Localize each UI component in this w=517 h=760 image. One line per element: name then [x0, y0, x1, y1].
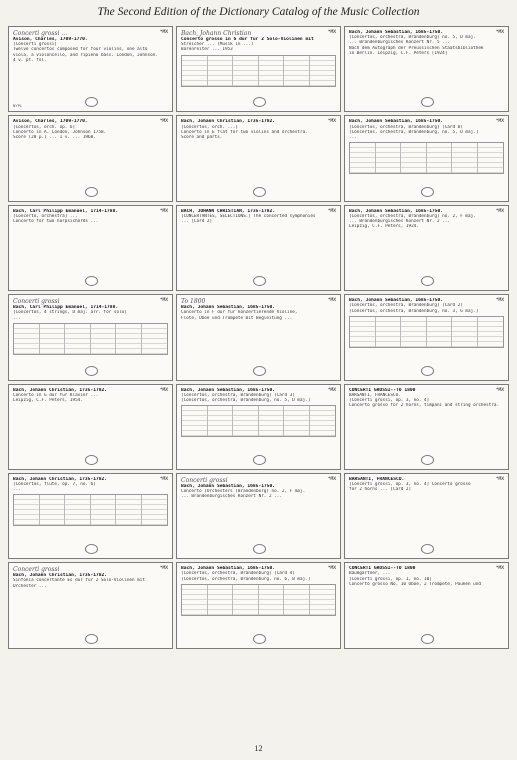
card-text-line: ...	[349, 134, 357, 140]
card-text-line: ...	[13, 315, 21, 321]
card-text-line: ...	[13, 487, 21, 493]
card-text-line: [Concertos, 4 strings, D maj. arr. for solo]	[13, 310, 127, 316]
call-number: *MX	[159, 298, 168, 304]
catalog-card	[344, 384, 509, 470]
catalog-card	[8, 26, 173, 112]
call-number: *MX	[327, 387, 336, 393]
instrumentation-table	[349, 316, 504, 348]
card-text-line: [Concerti grossi, op. 3, no. 4] Concerto grosso	[349, 482, 471, 488]
card-hole	[253, 455, 266, 465]
card-text-line: ... Brandenburgisches Konzert Nr. 2 ...	[181, 494, 282, 500]
card-hole	[85, 634, 98, 644]
handwritten-heading: Concerti grossi	[13, 566, 60, 574]
card-text-line: [Concertos, flute, op. 7, no. 6]	[13, 482, 96, 488]
call-number: *MX	[327, 476, 336, 482]
card-text-line: ... Brandenburgisches Konzert Nr. 2 ...	[349, 219, 450, 225]
card-heading: Bach, Johann Christian, 1735-1782.	[13, 387, 108, 393]
card-hole	[85, 276, 98, 286]
card-heading: BARSANTI, FRANCESCO.	[349, 476, 405, 482]
card-heading: Bach, Johann Christian, 1735-1782.	[181, 119, 276, 125]
card-heading: Bach, Carl Philipp Emanuel, 1714-1788.	[13, 208, 119, 214]
card-text-line: [Concertos, orch. ...]	[181, 124, 238, 130]
card-text-line: ... [Card 2]	[181, 219, 213, 225]
instrumentation-table	[13, 494, 168, 526]
instrumentation-table	[349, 142, 504, 174]
card-text-line: [Concertos, orchestra, Brandenburg, no. 5, D maj.]	[181, 397, 311, 403]
card-heading: Bach, Johann Sebastian, 1685-1750.	[181, 305, 276, 311]
card-hole	[421, 455, 434, 465]
catalog-card	[176, 294, 341, 380]
call-number: *MX	[495, 30, 504, 35]
page-title: The Second Edition of the Dictionary Catalog of the Music Collection	[97, 6, 420, 18]
card-text-line: [Concertos, orchestra, Brandenburg] (Card 2)	[349, 303, 463, 309]
card-heading: BACH, JOHANN CHRISTIAN, 1735-1782.	[181, 208, 276, 214]
call-number: *MX	[327, 119, 336, 125]
call-number: *MX	[495, 387, 504, 393]
catalog-card	[8, 473, 173, 559]
call-number: *MX	[495, 566, 504, 572]
card-text-line: [Concertos, orchestra, Brandenburg, no. 3, G maj.]	[349, 308, 479, 314]
card-heading: CONCERTI GROSSI--TO 1800	[349, 566, 416, 572]
call-number: *MX	[495, 208, 504, 214]
call-number: *MX	[159, 566, 168, 572]
catalog-card	[176, 115, 341, 201]
card-heading: CONCERTI GROSSI--TO 1800	[349, 387, 416, 393]
call-number: *MX	[159, 208, 168, 214]
card-heading: Avison, Charles, 1709-1770.	[13, 119, 88, 125]
card-hole	[421, 97, 434, 107]
card-text-line: Score (20 p.) ... 1 v. ... 1968.	[13, 134, 96, 140]
card-text-line: Twelve concertos composed for four violins, one alto	[13, 47, 148, 53]
card-text-line: viola, a violoncello, and ripieno bass. London, Johnson.	[13, 52, 158, 58]
call-number: *MX	[495, 119, 504, 125]
call-number: *MX	[327, 298, 336, 304]
catalog-card	[8, 294, 173, 380]
card-heading: Avison, Charles, 1709-1770.	[13, 37, 88, 42]
card-heading: Bach, Johann Christian, 1735-1782.	[13, 573, 108, 579]
card-heading: Bach, Carl Philipp Emanuel, 1714-1788.	[13, 305, 119, 311]
card-text-line: [Concertos, orchestra, Brandenburg] (Card 4)	[181, 571, 295, 577]
catalog-card	[176, 26, 341, 112]
card-text-line: [CONCERTANTES, SELECTIONS.] The concerted symphonies	[181, 213, 316, 219]
call-number: *MX	[327, 208, 336, 214]
catalog-card	[8, 115, 173, 201]
card-text-line: Concerto (Orchesters (Brandenburg) no. 2, F maj.	[181, 489, 306, 495]
card-heading: Bach, Johann Sebastian, 1685-1750.	[349, 119, 444, 125]
catalog-card	[344, 294, 509, 380]
card-hole	[253, 544, 266, 554]
card-text-line: [Concertos, orchestra, Brandenburg] no. 2, F maj.	[349, 213, 476, 219]
card-hole	[85, 187, 98, 197]
card-hole	[421, 544, 434, 554]
card-footer: NYPL	[13, 103, 23, 109]
catalog-card	[344, 562, 509, 648]
card-hole	[421, 276, 434, 286]
instrumentation-table	[181, 584, 336, 616]
card-text-line: Orchester ...	[13, 583, 47, 589]
handwritten-heading: Bach, Johann Christian	[181, 30, 252, 37]
handwritten-heading: Concerti grossi	[181, 476, 228, 484]
card-heading: Bach, Johann Sebastian, 1685-1750.	[181, 483, 276, 489]
call-number: *MX	[159, 30, 168, 35]
card-text-line: Concerto in A. London, Johnson 1758.	[13, 129, 107, 135]
card-text-line: [Concerti grossi, op. 1, no. 10]	[349, 576, 432, 582]
card-text-line: Concerto in F dur für konzertierende Violine,	[181, 310, 298, 316]
card-text-line: Leipzig, C.F. Peters, 1924.	[349, 224, 419, 230]
card-text-line: Concerto in G dur für Klavier ...	[13, 392, 99, 398]
catalog-card	[8, 384, 173, 470]
card-grid	[8, 26, 509, 738]
card-text-line: in Berlin. Leipzig, C.F. Peters [1924]	[349, 50, 448, 56]
card-text-line: BARSANTI, FRANCESCO.	[349, 392, 401, 398]
card-text-line: Concerto in E flat for two violins and orchestra.	[181, 129, 308, 135]
catalog-card	[344, 205, 509, 291]
card-text-line: [Concertos, orch. op. 6]	[13, 124, 76, 130]
card-hole	[253, 366, 266, 376]
call-number: *MX	[495, 476, 504, 482]
card-hole	[253, 276, 266, 286]
card-heading: Bach, Johann Sebastian, 1685-1750.	[349, 30, 444, 35]
card-hole	[253, 187, 266, 197]
card-hole	[421, 366, 434, 376]
card-heading: Bach, Johann Sebastian, 1685-1750.	[349, 208, 444, 214]
card-text-line: [Concerto, orchestra] ...	[13, 213, 78, 219]
card-text-line: Sinfonia concertante Es dur für 2 Solo-Violinen mit	[13, 578, 145, 584]
card-text-line: [Concerti grossi, op. 3, no. 4]	[349, 397, 430, 403]
card-hole	[85, 455, 98, 465]
instrumentation-table	[181, 55, 336, 87]
card-hole	[85, 97, 98, 107]
card-hole	[85, 544, 98, 554]
card-hole	[253, 634, 266, 644]
catalog-card	[344, 473, 509, 559]
catalog-card	[8, 562, 173, 648]
instrumentation-table	[13, 323, 168, 355]
card-text-line: [Concertos, orchestra, Brandenburg, no. 5, D maj.]	[349, 129, 479, 135]
catalog-card	[344, 115, 509, 201]
card-text-line: [Concerti grossi]	[13, 42, 57, 48]
card-text-line: Baumgartner, ...	[349, 571, 391, 577]
card-text-line: [Concertos, orchestra, Brandenburg] no. 5, D maj.	[349, 35, 476, 41]
catalog-card	[176, 205, 341, 291]
catalog-card	[8, 205, 173, 291]
call-number: *MX	[327, 30, 336, 35]
card-text-line: Score and parts.	[181, 134, 223, 140]
card-text-line: [Concertos, orchestra, Brandenburg] (Card 3)	[181, 392, 295, 398]
card-heading: Bach, Johann Sebastian, 1685-1750.	[181, 566, 276, 572]
card-hole	[253, 97, 266, 107]
card-text-line: Concerto for two harpsichords ...	[13, 219, 99, 225]
call-number: *MX	[159, 119, 168, 125]
card-heading: Bach, Johann Christian, 1735-1782.	[13, 476, 108, 482]
card-text-line: Streicher ... (Musik in ...)	[181, 42, 254, 48]
catalog-card	[344, 26, 509, 112]
card-text-line: [Concertos, orchestra, Brandenburg, no. 6, B maj.]	[181, 576, 311, 582]
card-heading: Concerto grosso in G dur für 2 Solo-Violinen mit	[181, 37, 314, 42]
card-text-line: ... Brandenburgisches Konzert Nr. 5 ...	[349, 40, 450, 46]
call-number: *MX	[327, 566, 336, 572]
page-number: 12	[254, 744, 263, 753]
card-hole	[85, 366, 98, 376]
card-text-line: Concerto grosso for 2 horns, timpani and string orchestra.	[349, 403, 500, 409]
catalog-card	[176, 473, 341, 559]
card-heading: Bach, Johann Sebastian, 1685-1750.	[181, 387, 276, 393]
handwritten-heading: Concerti grossi ...	[13, 30, 68, 37]
handwritten-heading: To 1800	[181, 298, 206, 306]
card-text-line: Flöte, Oboe und Trompete mit Begleitung ...	[181, 315, 293, 321]
card-text-line: 4 v. pt. fol.	[13, 57, 47, 63]
card-heading: Bach, Johann Sebastian, 1685-1750.	[349, 298, 444, 304]
handwritten-heading: Concerti grossi	[13, 298, 60, 306]
card-text-line: Concerto grosso No. 10 Oboe, 2 Trompete, Pauken und	[349, 581, 481, 587]
card-text-line: Nach dem Autograph der Preussischen Staatsbibliothek	[349, 45, 484, 51]
card-hole	[421, 187, 434, 197]
card-text-line: Bärenreiter ... 1953	[181, 47, 233, 53]
call-number: *MX	[159, 476, 168, 482]
card-hole	[421, 634, 434, 644]
instrumentation-table	[181, 405, 336, 437]
card-text-line: [Concertos, orchestra, Brandenburg] (Card 8)	[349, 124, 463, 130]
call-number: *MX	[159, 387, 168, 393]
catalog-card	[176, 562, 341, 648]
card-text-line: Leipzig, C.F. Peters, 1954.	[13, 397, 83, 403]
card-text-line: for 2 horns ... [Card 2]	[349, 487, 412, 493]
catalog-card	[176, 384, 341, 470]
call-number: *MX	[495, 298, 504, 304]
